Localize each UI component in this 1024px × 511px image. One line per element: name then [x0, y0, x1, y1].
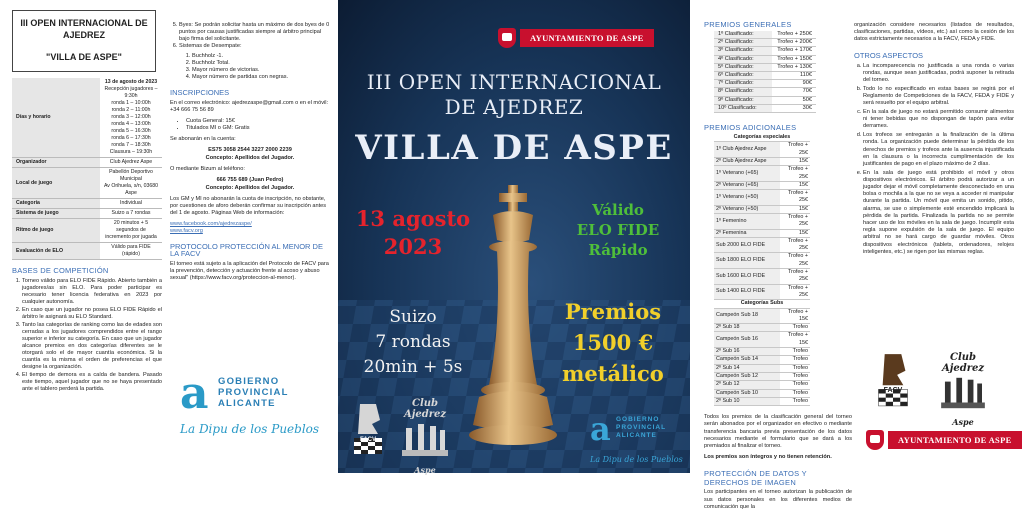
prize-amount: Trofeo + 130€	[772, 63, 816, 71]
table-row	[714, 397, 810, 405]
list-item: 6. Sistemas de Desempate:	[179, 43, 330, 50]
info-value	[100, 243, 162, 260]
info-value-line: Av Orihuela, s/n, 03680 Aspe	[103, 183, 159, 196]
inscripciones-title: INSCRIPCIONES	[170, 88, 230, 97]
table-row	[714, 166, 810, 182]
table-row	[714, 332, 810, 348]
table-row	[714, 229, 810, 237]
prize-category: 1º Femenino	[714, 214, 780, 230]
table-row	[714, 39, 816, 47]
datos-title: PROTECCIÓN DE DATOS Y DERECHOS DE IMAGEN	[704, 469, 807, 488]
prize-category: 2º Sub 10	[714, 397, 780, 405]
title-line2: "VILLA DE ASPE"	[46, 52, 122, 62]
info-value-line: Suizo a 7 rondas	[111, 210, 151, 216]
info-value-line: ronda 5 – 16:30h	[111, 128, 151, 134]
table-row	[714, 96, 816, 104]
alicante-a-icon: a	[180, 368, 209, 419]
otros-title: OTROS ASPECTOS	[854, 50, 924, 60]
facv-knight-icon	[350, 400, 386, 456]
concepto-text-2: Concepto: Apellidos del Jugador.	[205, 185, 295, 191]
list-item: e. En la sala de juego está prohibido el móvil y otros dispositivos electrónicos. El árbitro podrá autorizar a un jugador dejar el móvil completamente desconectado en una bolsa o mochila a la que no se veya a acceder ni manipular durante la partida. Un móvil que emita un sonido, pitido, alarma, se use o simplemente esté encendido implicará la pérdida de la partida. Finalizada la partida no se permite hacer uso de los móviles en la sala de juego. Incumplir esta regla supone expulsión de la sala de juego. El equipo arbitral no se hará cargo de guardar móviles. Otros dispositivos electrónicos (tablets, ordenadores, relojes inteligentes, etc.) se rigen por las mismas reglas.	[863, 170, 1014, 256]
info-value-line: 13 de agosto de 2023	[104, 79, 158, 85]
prize-category: 1º Veterano (+50)	[714, 190, 780, 206]
table-header-row	[714, 300, 810, 308]
otros-column	[854, 22, 1014, 258]
info-value	[100, 78, 162, 158]
prize-category: 2º Sub 18	[714, 324, 780, 332]
prize-position: 7º Clasificado:	[714, 80, 772, 88]
table-row	[714, 181, 810, 189]
prize-amount: 70€	[772, 88, 816, 96]
bases-title: BASES DE COMPETICIÓN	[12, 266, 109, 275]
concepto-text: Concepto: Apellidos del Jugador.	[205, 155, 295, 161]
info-table	[12, 78, 162, 260]
list-item: 1. Buchholz -1.	[192, 53, 330, 60]
table-row	[714, 214, 810, 230]
rounds-line: 7 rondas	[375, 332, 451, 352]
prize-position: 10º Clasificado:	[714, 104, 772, 112]
prize-category: Campeón Sub 10	[714, 389, 780, 397]
table-row	[12, 199, 162, 209]
list-item: • Titulados MI o GM: Gratis	[186, 125, 330, 132]
table-row	[714, 253, 810, 269]
table-row	[714, 205, 810, 213]
prize-amount: Trofeo + 25€	[780, 214, 810, 230]
ayuntamiento-banner	[498, 28, 654, 48]
list-item: 4. El tiempo de demora es a caída de bandera. Pasado este tiempo, aquel jugador que no se haya presentado ante el tablero perderá la partida.	[22, 372, 162, 393]
table-row	[714, 269, 810, 285]
list-item: • Cuota General: 15€	[186, 118, 330, 125]
prize-amount: Trofeo + 25€	[780, 166, 810, 182]
table-row	[714, 104, 816, 112]
table-row	[12, 168, 162, 199]
prize-amount: 15€	[780, 229, 810, 237]
prize-category: Sub 1800 ELO FIDE	[714, 253, 780, 269]
table-row	[12, 78, 162, 158]
gobierno-line: GOBIERNO	[218, 376, 280, 387]
prize-category: 2º Club Ajedrez Aspe	[714, 157, 780, 165]
club-name: Club Ajedrez	[941, 352, 985, 374]
table-row	[714, 142, 810, 158]
info-value	[100, 199, 162, 209]
facebook-link[interactable]: www.facebook.com/ajedrezaspe/	[170, 221, 252, 227]
prize-category: 2º Sub 16	[714, 348, 780, 356]
table-row	[714, 31, 816, 39]
info-value-line: Recepción jugadores – 9:30h	[104, 86, 158, 99]
ayuntamiento-label: AYUNTAMIENTO DE ASPE	[888, 431, 1022, 449]
aspe-crest-icon	[498, 28, 516, 48]
prize-amount: Trofeo + 25€	[780, 284, 810, 300]
gobierno-line: PROVINCIAL	[218, 387, 289, 398]
prize-category: 2º Veterano (+65)	[714, 181, 780, 189]
prize-amount: Trofeo	[780, 389, 810, 397]
club-name: Club Ajedrez	[403, 398, 447, 420]
prize-amount: Trofeo	[780, 381, 810, 389]
info-key: Sistema de juego	[12, 209, 100, 219]
info-key: Días y horario	[12, 78, 100, 158]
facv-logo-back	[868, 350, 918, 394]
prize-position: 8º Clasificado:	[714, 88, 772, 96]
info-value	[100, 219, 162, 243]
info-value-line: incremento por jugada	[105, 234, 157, 240]
date-line: 13 agosto	[355, 206, 471, 231]
prize-category: Campeón Sub 18	[714, 308, 780, 324]
table-row	[714, 308, 810, 324]
proteccion-title: PROTOCOLO PROTECCIÓN AL MENOR DE LA FACV	[170, 242, 323, 258]
table-row	[714, 190, 810, 206]
prize-info	[543, 296, 683, 389]
prize-amount: Trofeo + 25€	[780, 237, 810, 253]
list-item: d. Los trofeos se entregarán a la finalización de la última ronda. La organización puede determinar la pérdida de los derechos de premios y trofeos ante la ausencia injustificada en la clausura o la incorrecta cumplimentación de los justificantes de pago en el plazo máximo de 2 días.	[863, 132, 1014, 168]
gobierno-line: ALICANTE	[218, 398, 276, 409]
info-value	[100, 168, 162, 199]
list-item: 2. Buchholz Total.	[192, 60, 330, 67]
prize-amount: Trofeo + 25€	[780, 253, 810, 269]
prize-amount: Trofeo + 170€	[772, 47, 816, 55]
info-value-line: Válido para FIDE (rápido)	[111, 244, 151, 257]
prize-position: 5º Clasificado:	[714, 63, 772, 71]
chess-pieces-icon	[938, 374, 988, 412]
prize-amount: Trofeo + 150€	[772, 55, 816, 63]
facv-logo	[344, 400, 392, 443]
info-value-line: ronda 7 – 18:30h	[111, 142, 151, 148]
title-line1: III OPEN INTERNACIONAL DE AJEDREZ	[20, 18, 148, 40]
system-info	[348, 305, 478, 380]
datos-text: Los participantes en el torneo autorizan la publicación de sus datos personales en los diferentes medios de comunicación que la	[704, 489, 852, 510]
dipu-slogan: La Dipu de los Pueblos	[590, 455, 683, 464]
info-key: Local de juego	[12, 168, 100, 199]
club-town: Aspe	[414, 465, 436, 475]
club-town: Aspe	[952, 417, 974, 427]
list-item: a. La incomparecencia no justificada a una ronda o varias rondas, aunque sean justificadas, podrá suponer la retirada del torneo.	[863, 63, 1014, 85]
table-row	[12, 158, 162, 168]
prize-amount: Trofeo + 25€	[780, 190, 810, 206]
table-header: Categorías Subs	[714, 300, 810, 308]
elo-line: ELO FIDE	[576, 221, 660, 239]
inscripciones-text: En el correo electrónico: ajedrezaspe@gmail.com o en el móvil: +34 666 75 56 89	[170, 100, 329, 113]
list-item: 4. Mayor número de partidas con negras.	[192, 74, 330, 81]
info-key: Organizador	[12, 158, 100, 168]
table-row	[714, 55, 816, 63]
prize-amount: Trofeo	[780, 348, 810, 356]
info-value-line: ronda 6 – 17:30h	[111, 135, 151, 141]
validity-info	[548, 200, 688, 260]
cover-title	[338, 70, 690, 120]
prize-amount: Trofeo + 25€	[780, 269, 810, 285]
prize-line: Premios	[564, 299, 662, 324]
prize-amount: Trofeo	[780, 364, 810, 372]
prize-position: 3º Clasificado:	[714, 47, 772, 55]
event-date	[348, 205, 478, 261]
table-row	[714, 348, 810, 356]
cover-panel	[338, 0, 690, 473]
prize-amount: 50€	[772, 96, 816, 104]
panel-premios	[690, 0, 1024, 510]
generales-table	[714, 31, 816, 113]
prize-amount: Trofeo	[780, 324, 810, 332]
table-row	[714, 356, 810, 364]
table-row	[12, 219, 162, 243]
facv-link[interactable]: www.facv.org	[170, 228, 203, 234]
ayuntamiento-banner-back	[866, 430, 1022, 450]
otros-list	[854, 63, 1014, 256]
prize-amount: Trofeo + 15€	[780, 308, 810, 324]
prize-amount: Trofeo	[780, 356, 810, 364]
adicionales-title: PREMIOS ADICIONALES	[704, 123, 797, 133]
table-row	[714, 389, 810, 397]
table-row	[714, 284, 810, 300]
proteccion-text: El torneo está sujeto a la aplicación del Protocolo de FACV para la prevención, detección y actuación frente al acoso y abuso sexual" (https://www.facv.org/proteccion-al-menor).	[170, 261, 329, 281]
info-value-line: Clausura – 19:30h	[109, 149, 153, 155]
adicionales-table	[714, 134, 810, 406]
cover-title-line2: DE AJEDREZ	[444, 95, 584, 119]
prize-category: 2º Veterano (+50)	[714, 205, 780, 213]
info-value-line: Club Ajedrez Aspe	[109, 159, 153, 165]
club-ajedrez-logo-back	[928, 352, 998, 427]
info-value-line: 20 minutos + 5 segundos de	[113, 220, 149, 233]
table-header-row	[714, 134, 810, 142]
facv-label: FACV	[883, 387, 903, 394]
prize-category: Sub 1600 ELO FIDE	[714, 269, 780, 285]
list-item: 5. Byes: Se podrán solicitar hasta un máximo de dos byes de 0 puntos por causas justificadas siempre al árbitro principal bajo firma del solicitante.	[179, 22, 330, 43]
prize-category: 1º Veterano (+65)	[714, 166, 780, 182]
gm-text: Los GM y MI no abonarán la cuota de inscripción, no obstante, por cuestiones de aforo deberán confirmar su inscripción antes del 1 de agosto. Páginas Web de información:	[170, 196, 327, 216]
info-key: Ritmo de juego	[12, 219, 100, 243]
prize-amount: Trofeo	[780, 397, 810, 405]
prize-position: 9º Clasificado:	[714, 96, 772, 104]
prize-position: 4º Clasificado:	[714, 55, 772, 63]
panel-bases	[0, 0, 338, 473]
table-row	[714, 364, 810, 372]
list-item: b. Todo lo no especificado en estas bases se regirá por el Reglamento de Competiciones de la FACV, FEDA y FIDE y será resuelto por el equipo arbitral.	[863, 86, 1014, 108]
prize-category: Campeón Sub 12	[714, 372, 780, 380]
list-item: 3. Tanto las categorías de ranking como las de edades son cerradas a los jugadores comprendidos entre el rango superior e inferior su categoría. En caso que un jugador alcance premios en dos categorías diferentes se le otorgará solo el de mayor cuantía económica. Si la cuantía es la misma el orden de preferencias el que designe la organización.	[22, 322, 162, 371]
ayuntamiento-label: AYUNTAMIENTO DE ASPE	[520, 29, 654, 47]
prize-amount: 15€	[780, 205, 810, 213]
bizum-phone: 666 755 689 (Juan Pedro)	[216, 177, 284, 183]
cuotas-list	[170, 118, 330, 132]
table-row	[714, 372, 810, 380]
table-row	[714, 80, 816, 88]
info-value	[100, 209, 162, 219]
system-line: Suizo	[389, 307, 437, 327]
year-line: 2023	[383, 234, 443, 259]
prize-amount: Trofeo + 200€	[772, 39, 816, 47]
gobierno-provincial-logo-cover	[590, 410, 690, 470]
prize-position: 1º Clasificado:	[714, 31, 772, 39]
prize-amount: Trofeo + 25€	[780, 142, 810, 158]
datos-text-continued: organización considere necesarios (listados de resultados, clasificaciones, partidas, vídeos, etc.) así como la cesión de los datos estrictamente necesarios a la FACV, FEDA y FIDE.	[854, 22, 1014, 43]
cover-title-line1: III OPEN INTERNACIONAL	[366, 70, 662, 94]
prize-category: 2º Sub 12	[714, 381, 780, 389]
time-control-line: 20min + 5s	[363, 357, 463, 377]
list-item: 2. En caso que un jugador no posea ELO FIDE Rápido el árbitro le asignará su ELO Standard.	[22, 307, 162, 321]
prize-amount: Trofeo + 250€	[772, 31, 816, 39]
table-row	[714, 237, 810, 253]
info-value-line: Individual	[120, 200, 142, 206]
aspe-crest-icon	[866, 430, 884, 450]
facv-knight-icon	[873, 350, 913, 408]
table-row	[714, 157, 810, 165]
list-item: 3. Mayor número de victorias.	[192, 67, 330, 74]
prize-amount: 30€	[772, 104, 816, 112]
gobierno-line: PROVINCIAL	[616, 424, 667, 431]
prize-type: metálico	[562, 361, 664, 386]
prize-category: Campeón Sub 14	[714, 356, 780, 364]
club-ajedrez-logo	[390, 398, 460, 475]
table-row	[714, 88, 816, 96]
prize-position: 6º Clasificado:	[714, 72, 772, 80]
generales-title: PREMIOS GENERALES	[704, 20, 792, 29]
info-key: Categoría	[12, 199, 100, 209]
info-value-line: ronda 3 – 12:00h	[111, 114, 151, 120]
table-row	[714, 47, 816, 55]
cover-title-main: VILLA DE ASPE	[355, 128, 673, 168]
table-row	[714, 381, 810, 389]
prize-amount: 90€	[772, 80, 816, 88]
gobierno-line: GOBIERNO	[616, 416, 660, 423]
prize-position: 2º Clasificado:	[714, 39, 772, 47]
prize-category: 2º Sub 14	[714, 364, 780, 372]
alicante-a-icon: a	[590, 410, 611, 448]
prize-amount: 15€	[780, 181, 810, 189]
bases-list	[12, 278, 162, 393]
prize-category: Campeón Sub 16	[714, 332, 780, 348]
table-row	[714, 324, 810, 332]
info-value	[100, 158, 162, 168]
bank-account: ES75 3058 2544 3227 2000 2239	[208, 147, 292, 153]
table-row	[12, 209, 162, 219]
list-item: c. En la sala de juego no estará permitido consumir alimentos ni tener bebidas que no dispongan de tapón para evitar derrames.	[863, 109, 1014, 131]
facv-label: FACV	[359, 437, 376, 443]
chess-pieces-icon	[400, 420, 450, 460]
bizum-text: O mediante Bizum al teléfono:	[170, 166, 245, 172]
table-row	[714, 63, 816, 71]
info-value-line: ronda 1 – 10:00h	[111, 100, 151, 106]
list-item: 1. Torneo válido para ELO FIDE Rápido. Abierto también a jugadores/as sin ELO. Para poder participar es necesario tener licencia federativa en 2023 por cualquier autonomía.	[22, 278, 162, 306]
gobierno-provincial-logo	[180, 368, 320, 444]
rapid-line: Rápido	[588, 241, 648, 259]
table-row	[12, 243, 162, 260]
premios-bold: Los premios son íntegros y no tienen retención.	[704, 454, 832, 461]
gobierno-line: ALICANTE	[616, 432, 657, 439]
info-key: Evaluación de ELO	[12, 243, 100, 260]
table-header: Categorías especiales	[714, 134, 810, 142]
abonar-text: Se abonarán en la cuenta:	[170, 136, 236, 142]
prize-amount: 15€	[780, 157, 810, 165]
info-value-line: ronda 2 – 11:00h	[111, 107, 151, 113]
prize-category: 1º Club Ajedrez Aspe	[714, 142, 780, 158]
prize-amount: Trofeo	[780, 372, 810, 380]
prize-amount: 1500 €	[572, 330, 654, 355]
prize-category: Sub 2000 ELO FIDE	[714, 237, 780, 253]
prize-amount: 110€	[772, 72, 816, 80]
prize-category: Sub 1400 ELO FIDE	[714, 284, 780, 300]
dipu-slogan: La Dipu de los Pueblos	[180, 422, 320, 436]
prize-category: 2º Femenina	[714, 229, 780, 237]
premios-text: Todos los premios de la clasificación general del torneo serán abonados por el organizador en efectivo o mediante transferencia bancaria previa presentación de los datos necesarios mediante el formulario que se dará a los premiados al finalizar el torneo.	[704, 414, 852, 449]
info-value-line: Pabellón Deportivo Municipal	[109, 169, 153, 182]
bases-column2	[170, 22, 330, 286]
prize-amount: Trofeo + 15€	[780, 332, 810, 348]
table-row	[714, 72, 816, 80]
valid-line: Válido	[592, 201, 644, 219]
info-value-line: ronda 4 – 13:00h	[111, 121, 151, 127]
desempate-list	[170, 53, 330, 81]
title-box	[12, 10, 156, 72]
